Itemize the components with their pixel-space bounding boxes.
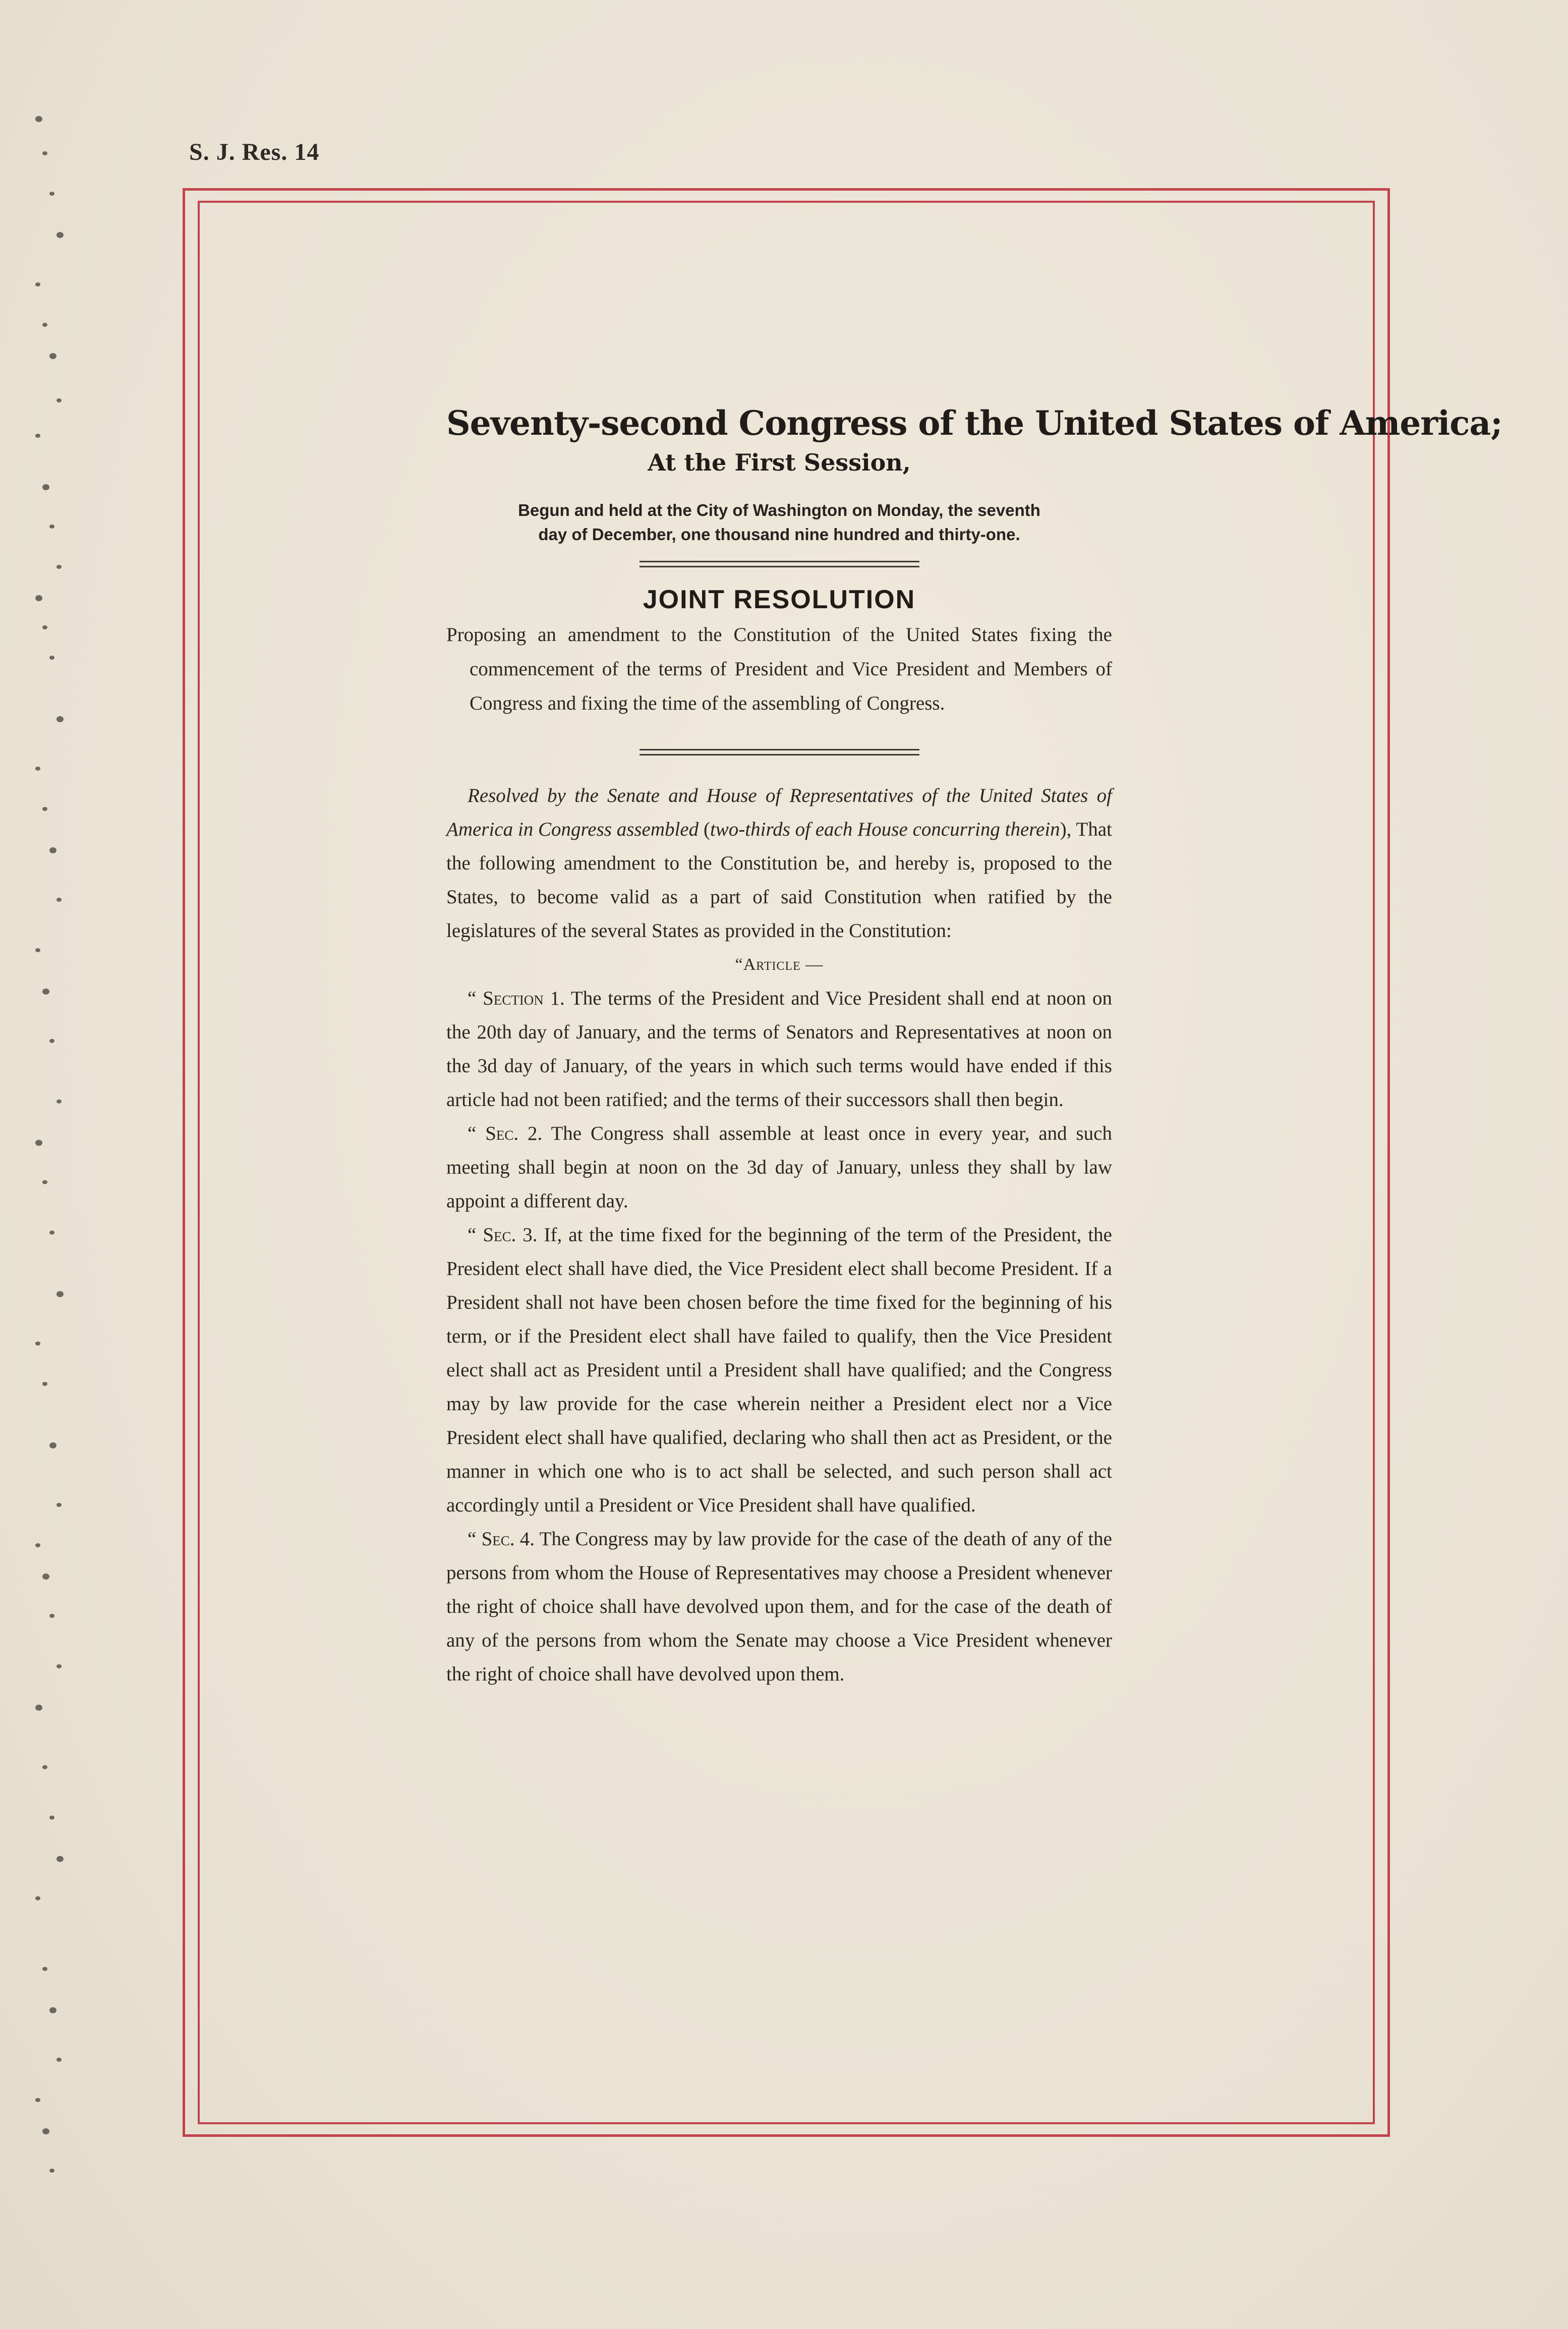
section-label: “ Sec. 3. [468, 1224, 538, 1246]
resolution-body [446, 779, 1112, 1691]
binding-mark [42, 1967, 47, 1971]
binding-mark [49, 656, 54, 660]
congress-heading: Seventy-second Congress of the United States of America; [446, 403, 1502, 443]
divider-rule [640, 749, 919, 755]
binding-mark [35, 434, 40, 438]
convening-line-1: Begun and held at the City of Washington on Monday, the seventh [518, 501, 1040, 519]
divider-rule [640, 561, 919, 567]
binding-mark [35, 282, 40, 286]
binding-mark [42, 1382, 47, 1386]
section-3 [446, 1218, 1112, 1522]
binding-mark [56, 898, 62, 902]
section-text: The Congress may by law provide for the case of the death of any of the persons from whom the House of Representatives may choose a President whenever the right of choice shall have devolved upon them, and for the case of the death of any of the persons from whom the Senate may choose a Vice President whenever the right of choice shall have devolved upon them. [446, 1528, 1112, 1685]
binding-mark [35, 1705, 42, 1711]
binding-mark [56, 1291, 64, 1297]
section-text: The Congress shall assemble at least once in every year, and such meeting shall begin at noon on the 3d day of January, unless they shall by law appoint a different day. [446, 1123, 1112, 1212]
binding-mark [42, 1765, 47, 1769]
binding-mark [49, 2007, 56, 2013]
resolving-clause-italic-2: two-thirds of each House concurring therein [710, 819, 1060, 840]
binding-mark [49, 353, 56, 359]
binding-mark [42, 484, 49, 490]
binding-mark [42, 1180, 47, 1184]
binding-mark [35, 1342, 40, 1346]
binding-mark [49, 1816, 54, 1820]
binding-mark [35, 116, 42, 122]
resolution-content [446, 403, 1502, 1691]
binding-mark [42, 1574, 49, 1580]
binding-mark [49, 2169, 54, 2173]
binding-mark [35, 948, 40, 952]
binding-mark [49, 192, 54, 196]
binding-mark [56, 716, 64, 722]
binding-mark [49, 1039, 54, 1043]
binding-mark [42, 625, 47, 629]
binding-mark [35, 767, 40, 771]
binding-mark [56, 1664, 62, 1668]
session-heading: At the First Session, [648, 449, 911, 476]
binding-mark [42, 323, 47, 327]
section-2 [446, 1117, 1112, 1218]
binding-mark [35, 2098, 40, 2102]
binding-mark [49, 1442, 56, 1448]
binding-mark [56, 1503, 62, 1507]
resolving-clause-italic: Resolved by the Senate and House of Representatives of the United States of America in Congress assembled [446, 785, 1112, 840]
article-heading: “Article — [735, 955, 824, 974]
binding-mark [35, 1543, 40, 1547]
convening-statement [446, 498, 1112, 547]
section-label: “ Sec. 2. [468, 1123, 543, 1144]
binding-mark [42, 988, 49, 995]
convening-line-2: day of December, one thousand nine hundred and thirty-one. [538, 525, 1020, 544]
section-1 [446, 981, 1112, 1117]
resolving-clause-rest: ), That the following amendment to the Constitution be, and hereby is, proposed to the States, to become valid as a part of said Constitution when ratified by the legislatures of the several States as provided in the Constitution: [446, 819, 1112, 942]
binding-mark [56, 2058, 62, 2062]
binding-mark [35, 1896, 40, 1900]
binding-mark [35, 1140, 42, 1146]
binding-mark [49, 847, 56, 853]
binding-mark [56, 232, 64, 238]
resolving-clause [446, 779, 1112, 948]
section-text: If, at the time fixed for the beginning of the term of the President, the President elect shall have died, the Vice President elect shall become President. If a President shall not have been chosen before the time fixed for the beginning of his term, or if the President elect shall have failed to qualify, then the Vice President elect shall act as President until a President shall have qualified; and the Congress may by law provide for the case wherein neither a President elect nor a Vice President elect shall have qualified, declaring who shall then act as President, or the manner in which one who is to act shall be selected, and such person shall act accordingly until a President or Vice President shall have qualified. [446, 1224, 1112, 1516]
binding-mark [49, 525, 54, 529]
binding-mark [56, 1099, 62, 1103]
document-title: JOINT RESOLUTION [643, 585, 916, 614]
section-4 [446, 1522, 1112, 1691]
binding-mark [42, 807, 47, 811]
resolving-paren: ( [699, 819, 710, 840]
resolution-reference: S. J. Res. 14 [189, 139, 320, 165]
section-label: “ Sec. 4. [468, 1528, 535, 1550]
section-text: The terms of the President and Vice President shall end at noon on the 20th day of January, and the terms of Senators and Representatives at noon on the 3d day of January, of the years in which such terms would have ended if this article had not been ratified; and the terms of their successors shall then begin. [446, 987, 1113, 1111]
binding-mark [49, 1231, 54, 1235]
binding-mark [56, 565, 62, 569]
binding-mark [56, 398, 62, 402]
proposing-clause: Proposing an amendment to the Constitution of the United States fixing the commencement of the terms of President and Vice President and Members of Congress and fixing the time of the assembling of Congress. [446, 624, 1112, 714]
binding-mark [35, 595, 42, 601]
section-label: “ Section 1. [468, 987, 565, 1009]
binding-mark [49, 1614, 54, 1618]
binding-mark [56, 1856, 64, 1862]
binding-mark [42, 151, 47, 155]
binding-mark [42, 2128, 49, 2134]
binding-hole-marks [0, 0, 81, 2329]
